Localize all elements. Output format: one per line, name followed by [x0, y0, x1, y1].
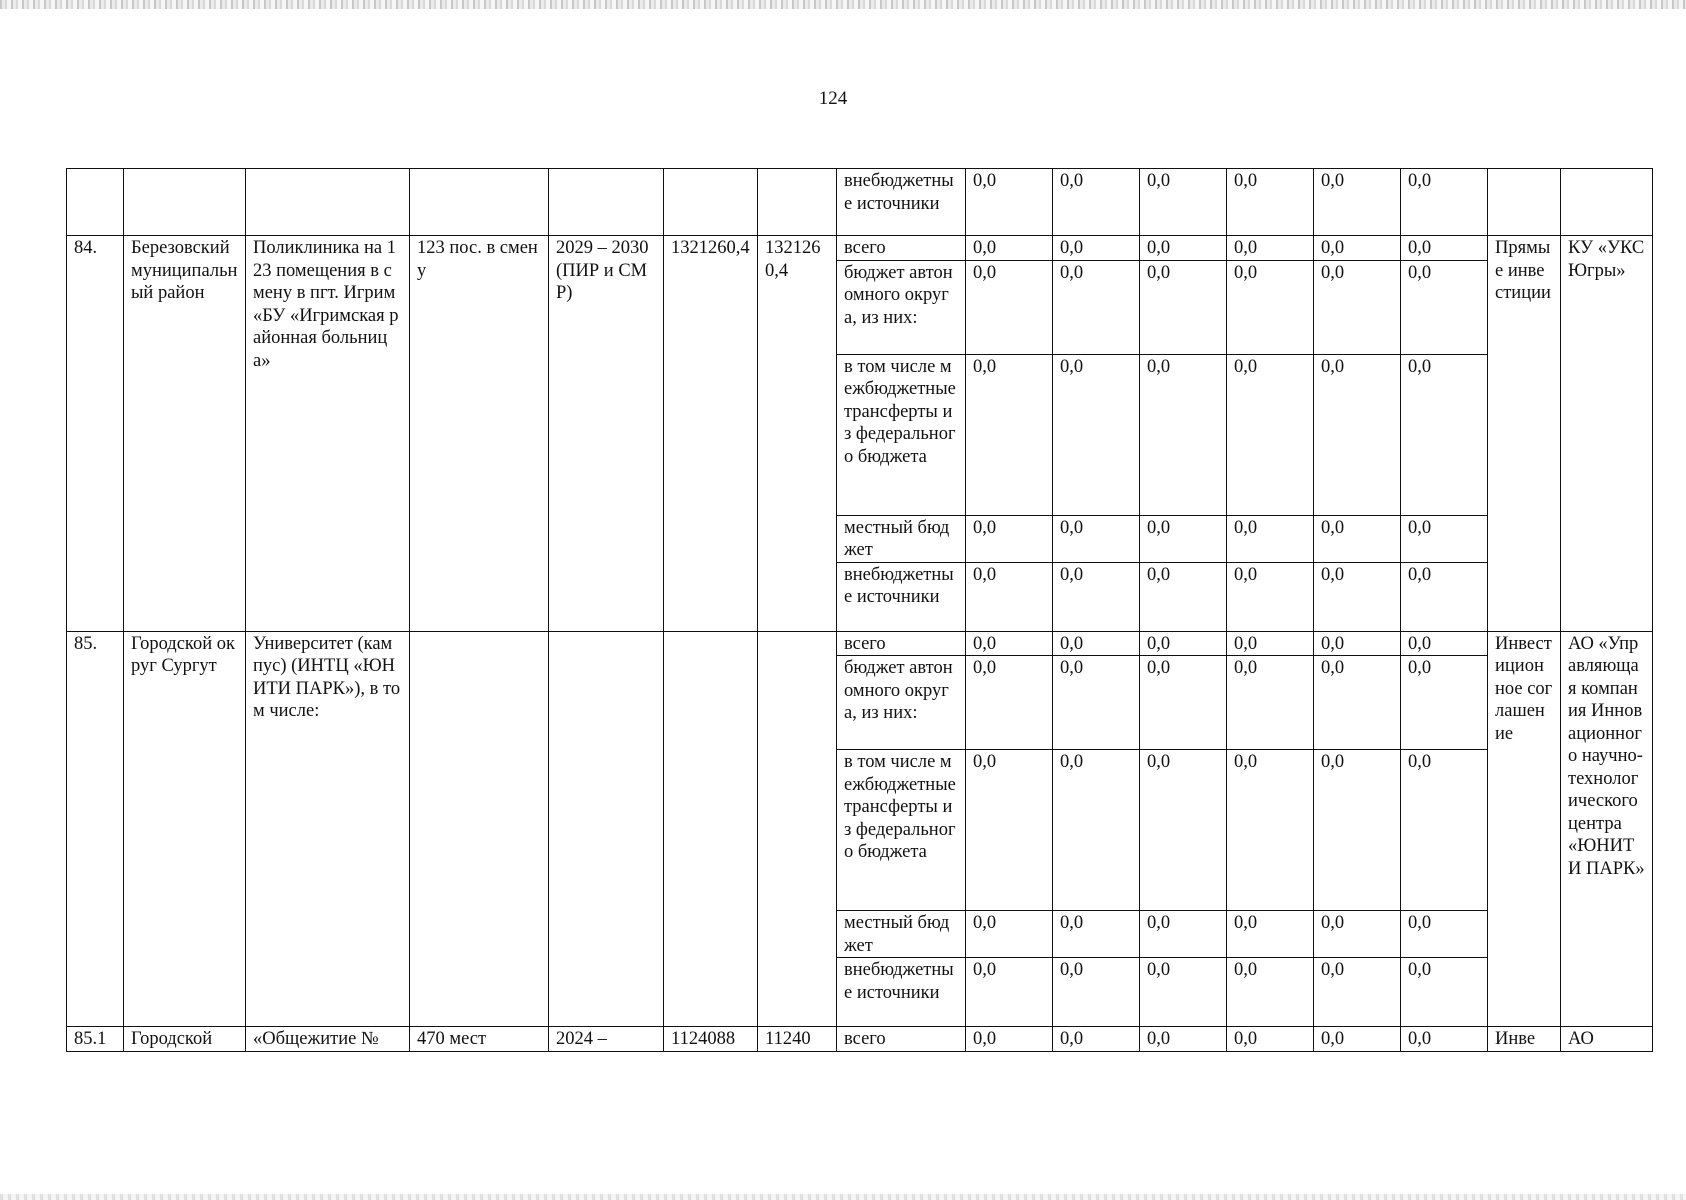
amount-cell: 0,0: [1227, 515, 1314, 562]
estimated-cost-cell: [664, 169, 758, 236]
amount-cell: 0,0: [1401, 260, 1488, 354]
funding-source-label: всего: [837, 236, 966, 261]
capacity-cell: [410, 631, 549, 1027]
funding-source-label: внебюджетные источники: [837, 169, 966, 236]
amount-cell: 0,0: [966, 958, 1053, 1027]
municipality-cell: Березовский муниципальный район: [124, 236, 246, 632]
funding-source-label: в том числе межбюджетные трансферты из федерального бюджета: [837, 750, 966, 911]
investment-form-cell: Инвестиционное соглашение: [1488, 631, 1561, 1027]
amount-cell: 0,0: [966, 656, 1053, 750]
amount-cell: 0,0: [1401, 169, 1488, 236]
amount-cell: 0,0: [1140, 656, 1227, 750]
amount-cell: 0,0: [1227, 236, 1314, 261]
amount-cell: 0,0: [966, 354, 1053, 515]
object-name-cell: Университет (кампус) (ИНТЦ «ЮНИТИ ПАРК»), в том числе:: [246, 631, 410, 1027]
table-row: [67, 631, 1653, 656]
period-cell: 2024 –: [549, 1027, 664, 1052]
amount-cell: 0,0: [1140, 750, 1227, 911]
amount-cell: 0,0: [1227, 169, 1314, 236]
amount-cell: 0,0: [1053, 236, 1140, 261]
amount-cell: 0,0: [1227, 750, 1314, 911]
capacity-cell: [410, 169, 549, 236]
amount-cell: 0,0: [1401, 354, 1488, 515]
capacity-cell: 123 пос. в смену: [410, 236, 549, 632]
funding-source-label: бюджет автономного округа, из них:: [837, 656, 966, 750]
investment-table: [66, 168, 1653, 1052]
amount-cell: 0,0: [966, 515, 1053, 562]
scan-edge-bottom: [0, 1194, 1686, 1200]
amount-cell: 0,0: [1401, 236, 1488, 261]
amount-cell: 0,0: [1053, 750, 1140, 911]
amount-cell: 0,0: [1401, 656, 1488, 750]
amount-cell: 0,0: [1227, 260, 1314, 354]
funding-source-label: всего: [837, 631, 966, 656]
amount-cell: 0,0: [1314, 958, 1401, 1027]
amount-cell: 0,0: [1314, 631, 1401, 656]
amount-cell: 0,0: [1140, 1027, 1227, 1052]
municipality-cell: Городской округ Сургут: [124, 631, 246, 1027]
amount-cell: 0,0: [1053, 656, 1140, 750]
amount-cell: 0,0: [1314, 1027, 1401, 1052]
row-number: 85.: [67, 631, 124, 1027]
amount-cell: 0,0: [966, 750, 1053, 911]
funding-source-label: всего: [837, 1027, 966, 1052]
amount-cell: 0,0: [1227, 911, 1314, 958]
page-number: 124: [818, 88, 848, 109]
object-name-cell: «Общежитие №: [246, 1027, 410, 1052]
row-number: 84.: [67, 236, 124, 632]
amount-cell: 0,0: [1227, 958, 1314, 1027]
amount-cell: 0,0: [1314, 354, 1401, 515]
amount-cell: 0,0: [1140, 354, 1227, 515]
funding-source-label: бюджет автономного округа, из них:: [837, 260, 966, 354]
amount-cell: 0,0: [1053, 169, 1140, 236]
investment-form-cell: Прямые инвестиции: [1488, 236, 1561, 632]
amount-cell: 0,0: [966, 562, 1053, 631]
funding-source-label: в том числе межбюджетные трансферты из федерального бюджета: [837, 354, 966, 515]
amount-cell: 0,0: [1227, 354, 1314, 515]
amount-cell: 0,0: [1227, 562, 1314, 631]
object-name-cell: Поликлиника на 123 помещения в смену в пгт. Игрим «БУ «Игримская районная больница»: [246, 236, 410, 632]
funding-source-label: местный бюджет: [837, 911, 966, 958]
amount-cell: 0,0: [1053, 911, 1140, 958]
amount-cell: 0,0: [1227, 656, 1314, 750]
amount-cell: 0,0: [1053, 958, 1140, 1027]
row-number: 85.1: [67, 1027, 124, 1052]
period-cell: [549, 631, 664, 1027]
amount-cell: 0,0: [966, 169, 1053, 236]
amount-cell: 0,0: [1401, 958, 1488, 1027]
object-name-cell: [246, 169, 410, 236]
amount-cell: 0,0: [1140, 260, 1227, 354]
amount-cell: 0,0: [1053, 1027, 1140, 1052]
funding-source-label: местный бюджет: [837, 515, 966, 562]
period-cell: [549, 169, 664, 236]
customer-cell: АО «Управляющая компания Инновационного научно-технологического центра «ЮНИТИ ПАРК»: [1561, 631, 1653, 1027]
amount-cell: 0,0: [1314, 562, 1401, 631]
amount-cell: 0,0: [1140, 958, 1227, 1027]
amount-cell: 0,0: [966, 1027, 1053, 1052]
amount-cell: 0,0: [1053, 515, 1140, 562]
remaining-cost-cell: 1321260,4: [758, 236, 837, 632]
amount-cell: 0,0: [1314, 515, 1401, 562]
amount-cell: 0,0: [1140, 236, 1227, 261]
amount-cell: 0,0: [1401, 562, 1488, 631]
row-number: [67, 169, 124, 236]
customer-cell: КУ «УКС Югры»: [1561, 236, 1653, 632]
amount-cell: 0,0: [1053, 562, 1140, 631]
amount-cell: 0,0: [1053, 260, 1140, 354]
amount-cell: 0,0: [1401, 911, 1488, 958]
estimated-cost-cell: 1124088: [664, 1027, 758, 1052]
amount-cell: 0,0: [1140, 515, 1227, 562]
period-cell: 2029 – 2030 (ПИР и СМР): [549, 236, 664, 632]
capacity-cell: 470 мест: [410, 1027, 549, 1052]
investment-form-cell: [1488, 169, 1561, 236]
investment-form-cell: Инве: [1488, 1027, 1561, 1052]
amount-cell: 0,0: [1227, 1027, 1314, 1052]
amount-cell: 0,0: [1314, 656, 1401, 750]
amount-cell: 0,0: [1140, 631, 1227, 656]
amount-cell: 0,0: [966, 631, 1053, 656]
municipality-cell: Городской: [124, 1027, 246, 1052]
amount-cell: 0,0: [1401, 631, 1488, 656]
table-row: [67, 236, 1653, 261]
amount-cell: 0,0: [1140, 169, 1227, 236]
table-row: [67, 169, 1653, 236]
amount-cell: 0,0: [1314, 911, 1401, 958]
remaining-cost-cell: [758, 169, 837, 236]
amount-cell: 0,0: [1401, 1027, 1488, 1052]
remaining-cost-cell: [758, 631, 837, 1027]
funding-source-label: внебюджетные источники: [837, 958, 966, 1027]
amount-cell: 0,0: [966, 911, 1053, 958]
amount-cell: 0,0: [1314, 260, 1401, 354]
amount-cell: 0,0: [1053, 631, 1140, 656]
amount-cell: 0,0: [1053, 354, 1140, 515]
table-row: [67, 1027, 1653, 1052]
amount-cell: 0,0: [1140, 562, 1227, 631]
remaining-cost-cell: 11240: [758, 1027, 837, 1052]
amount-cell: 0,0: [1401, 750, 1488, 911]
estimated-cost-cell: 1321260,4: [664, 236, 758, 632]
customer-cell: [1561, 169, 1653, 236]
amount-cell: 0,0: [966, 236, 1053, 261]
customer-cell: АО: [1561, 1027, 1653, 1052]
amount-cell: 0,0: [1140, 911, 1227, 958]
amount-cell: 0,0: [1314, 236, 1401, 261]
funding-source-label: внебюджетные источники: [837, 562, 966, 631]
amount-cell: 0,0: [1401, 515, 1488, 562]
amount-cell: 0,0: [1314, 169, 1401, 236]
amount-cell: 0,0: [966, 260, 1053, 354]
estimated-cost-cell: [664, 631, 758, 1027]
amount-cell: 0,0: [1227, 631, 1314, 656]
scan-edge-top: [0, 0, 1686, 9]
amount-cell: 0,0: [1314, 750, 1401, 911]
municipality-cell: [124, 169, 246, 236]
